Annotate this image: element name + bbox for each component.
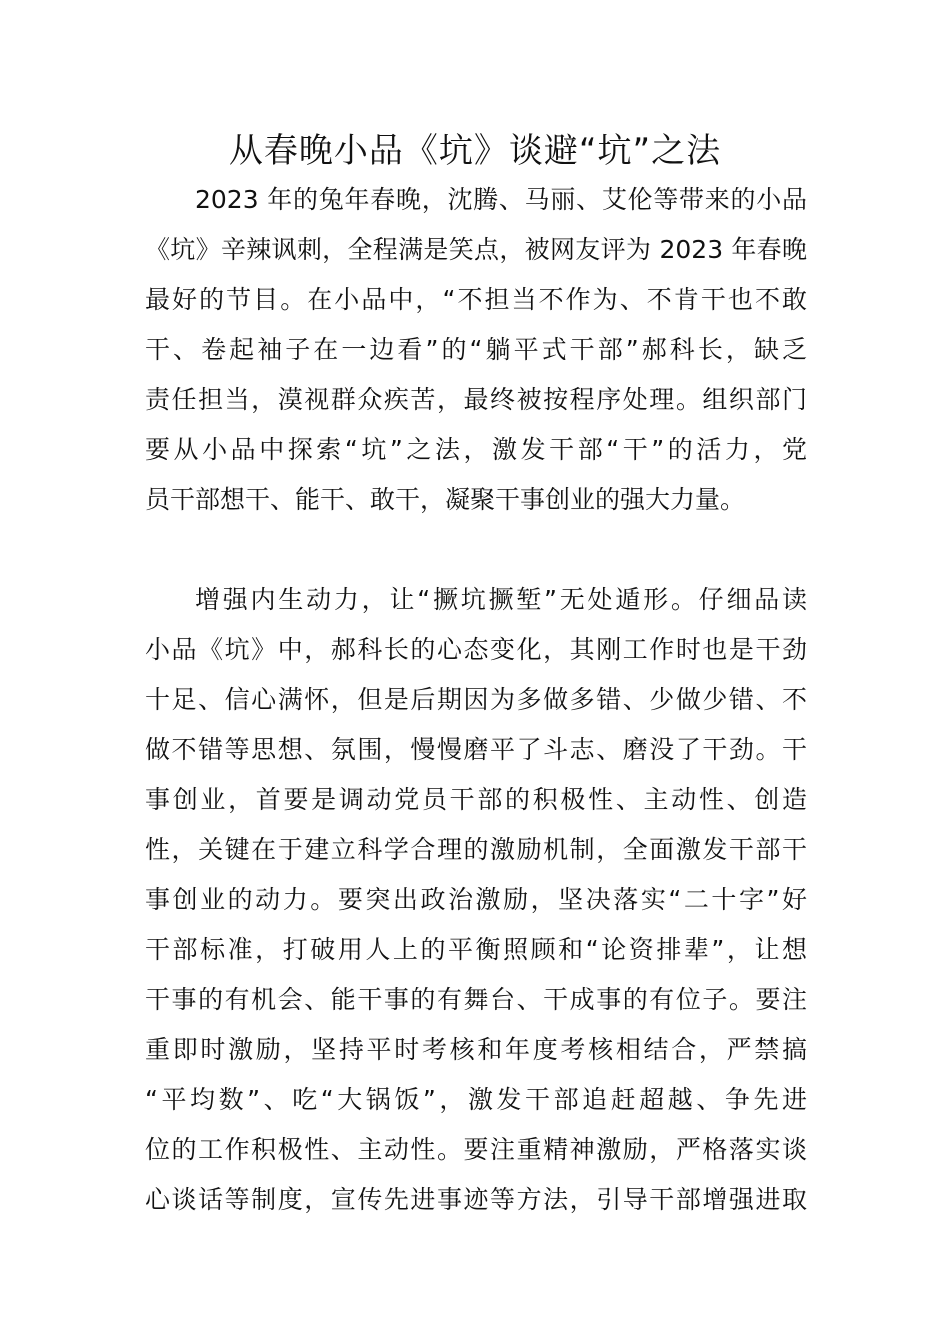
paragraph-line: 十足、信心满怀，但是后期因为多做多错、少做少错、不 — [145, 685, 807, 714]
paragraph-line: 事创业的动力。要突出政治激励，坚决落实“二十字”好 — [145, 885, 807, 914]
paragraph-line: 2023 年的兔年春晚，沈腾、马丽、艾伦等带来的小品 — [195, 185, 807, 214]
paragraph-line: 责任担当，漠视群众疾苦，最终被按程序处理。组织部门 — [145, 385, 807, 414]
document-title: 从春晚小品《坑》谈避“坑”之法 — [228, 131, 722, 171]
paragraph-line: 最好的节目。在小品中，“不担当不作为、不肯干也不敢 — [145, 285, 807, 314]
paragraph-line: 《坑》辛辣讽刺，全程满是笑点，被网友评为 2023 年春晚 — [145, 235, 807, 264]
paragraph-line: 干部标准，打破用人上的平衡照顾和“论资排辈”，让想 — [145, 935, 807, 964]
paragraph-line: 重即时激励，坚持平时考核和年度考核相结合，严禁搞 — [145, 1035, 807, 1064]
paragraph-line: 干事的有机会、能干事的有舞台、干成事的有位子。要注 — [145, 985, 807, 1014]
paragraph-line: 干、卷起袖子在一边看”的“躺平式干部”郝科长，缺乏 — [145, 335, 807, 364]
paragraph-line: 员干部想干、能干、敢干，凝聚干事创业的强大力量。 — [145, 485, 746, 514]
paragraph-line: 小品《坑》中，郝科长的心态变化，其刚工作时也是干劲 — [145, 635, 807, 664]
paragraph-line: 事创业，首要是调动党员干部的积极性、主动性、创造 — [145, 785, 807, 814]
paragraph-line: 位的工作积极性、主动性。要注重精神激励，严格落实谈 — [145, 1135, 807, 1164]
paragraph-line: “平均数”、吃“大锅饭”，激发干部追赶超越、争先进 — [145, 1085, 807, 1114]
paragraph-line: 要从小品中探索“坑”之法，激发干部“干”的活力，党 — [145, 435, 807, 464]
paragraph-line: 做不错等思想、氛围，慢慢磨平了斗志、磨没了干劲。干 — [145, 735, 807, 764]
paragraph-line: 心谈话等制度，宣传先进事迹等方法，引导干部增强进取 — [145, 1185, 807, 1214]
paragraph-line: 性，关键在于建立科学合理的激励机制，全面激发干部干 — [145, 835, 807, 864]
paragraph-line: 增强内生动力，让“撅坑撅堑”无处遁形。仔细品读 — [195, 585, 807, 614]
